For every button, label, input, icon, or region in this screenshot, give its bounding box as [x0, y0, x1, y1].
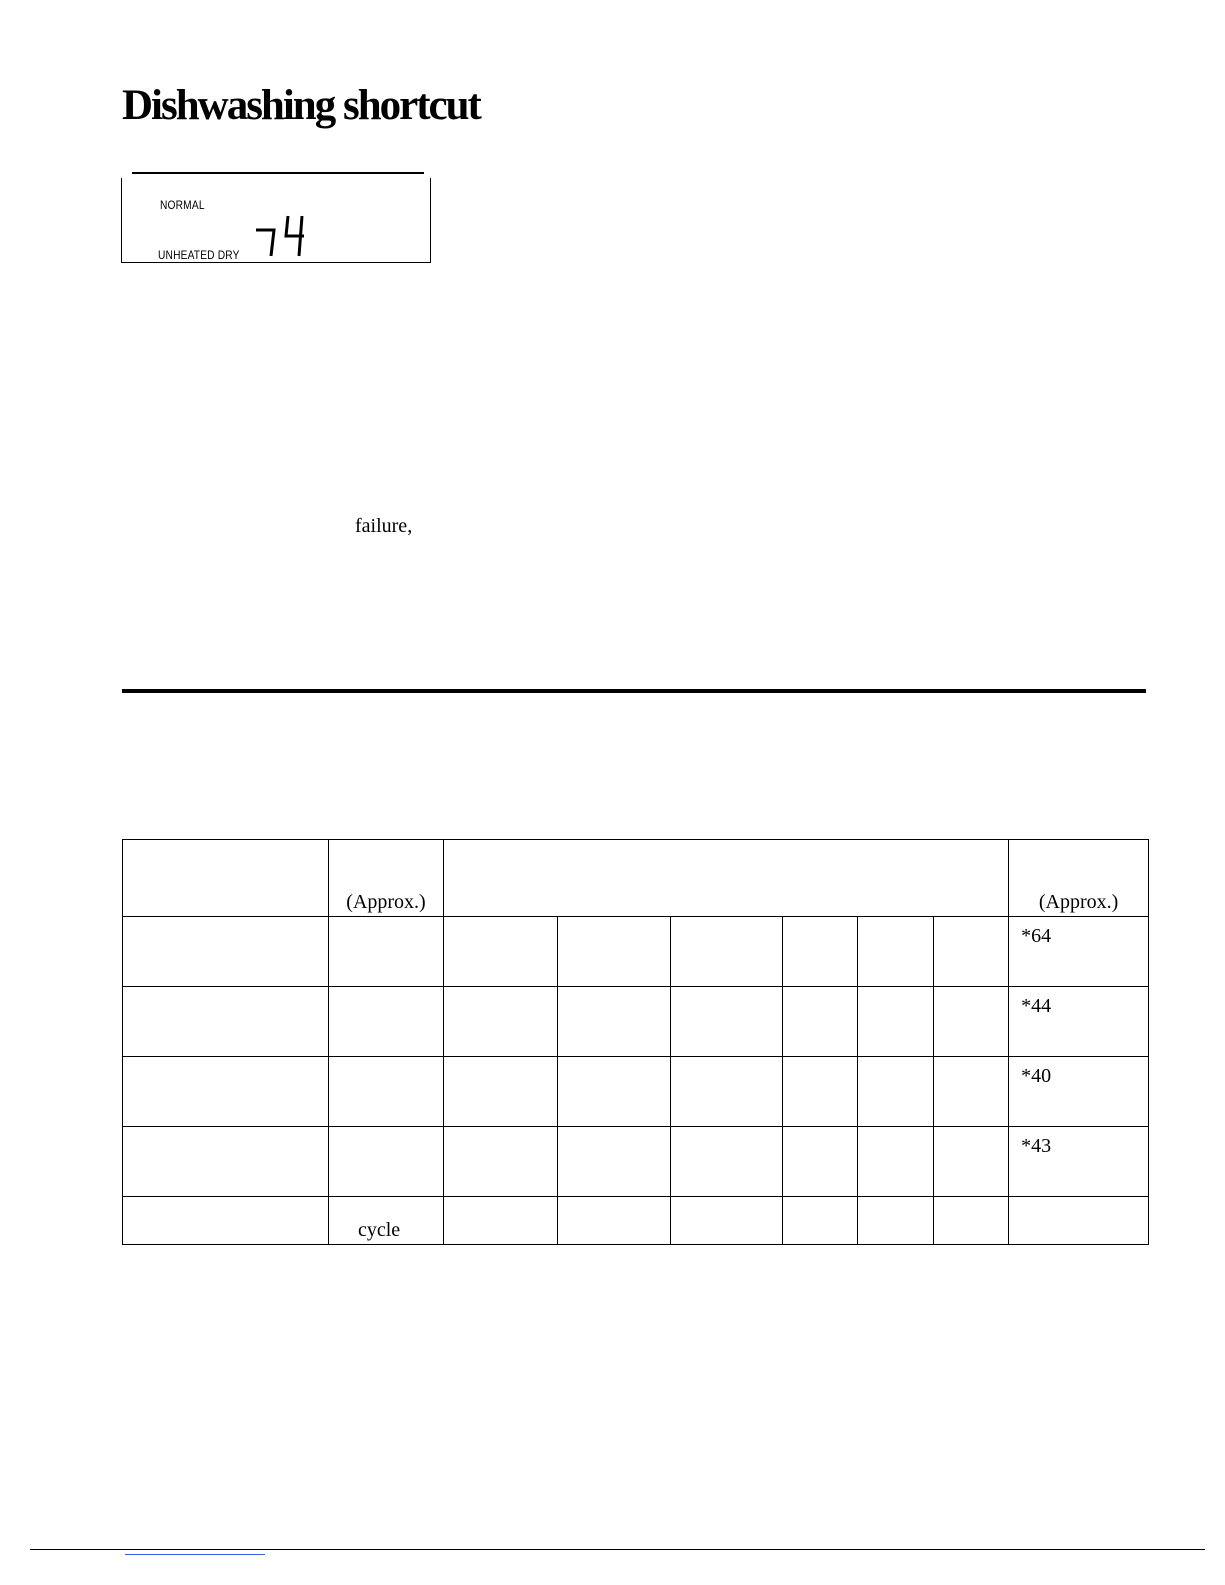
cycle-time-cell: *40 — [1009, 1057, 1149, 1127]
display-top-border — [132, 172, 424, 174]
display-bottom-border — [121, 262, 431, 263]
display-right-border — [430, 178, 431, 262]
section-divider — [122, 689, 1146, 693]
footer-rule — [30, 1549, 1205, 1550]
header-cell-water: (Approx.) — [329, 840, 444, 917]
control-panel-display — [120, 172, 432, 268]
header-cell-time: (Approx.) — [1009, 840, 1149, 917]
cycle-time-cell: *64 — [1009, 917, 1149, 987]
table-row — [123, 917, 1149, 987]
seven-segment-readout — [252, 210, 312, 260]
table-row — [123, 1057, 1149, 1127]
page-title: Dishwashing shortcut — [122, 82, 480, 129]
footer-link-underline[interactable] — [125, 1554, 265, 1555]
table-row — [123, 987, 1149, 1057]
unheated-dry-label: UNHEATED DRY — [158, 248, 240, 262]
cycle-time-cell: *43 — [1009, 1127, 1149, 1197]
table-row — [123, 1197, 1149, 1245]
header-cell-cycle — [123, 840, 329, 917]
cycle-table — [122, 839, 1149, 1245]
table-header-row — [123, 840, 1149, 917]
table-row — [123, 1127, 1149, 1197]
cycle-fragment: cycle — [358, 1219, 401, 1241]
normal-cycle-label: NORMAL — [160, 198, 205, 212]
display-left-border — [121, 178, 122, 262]
cycle-time-cell — [1009, 1197, 1149, 1245]
failure-fragment: failure, — [355, 515, 413, 537]
header-cell-steps — [444, 840, 1009, 917]
cycle-time-cell: *44 — [1009, 987, 1149, 1057]
